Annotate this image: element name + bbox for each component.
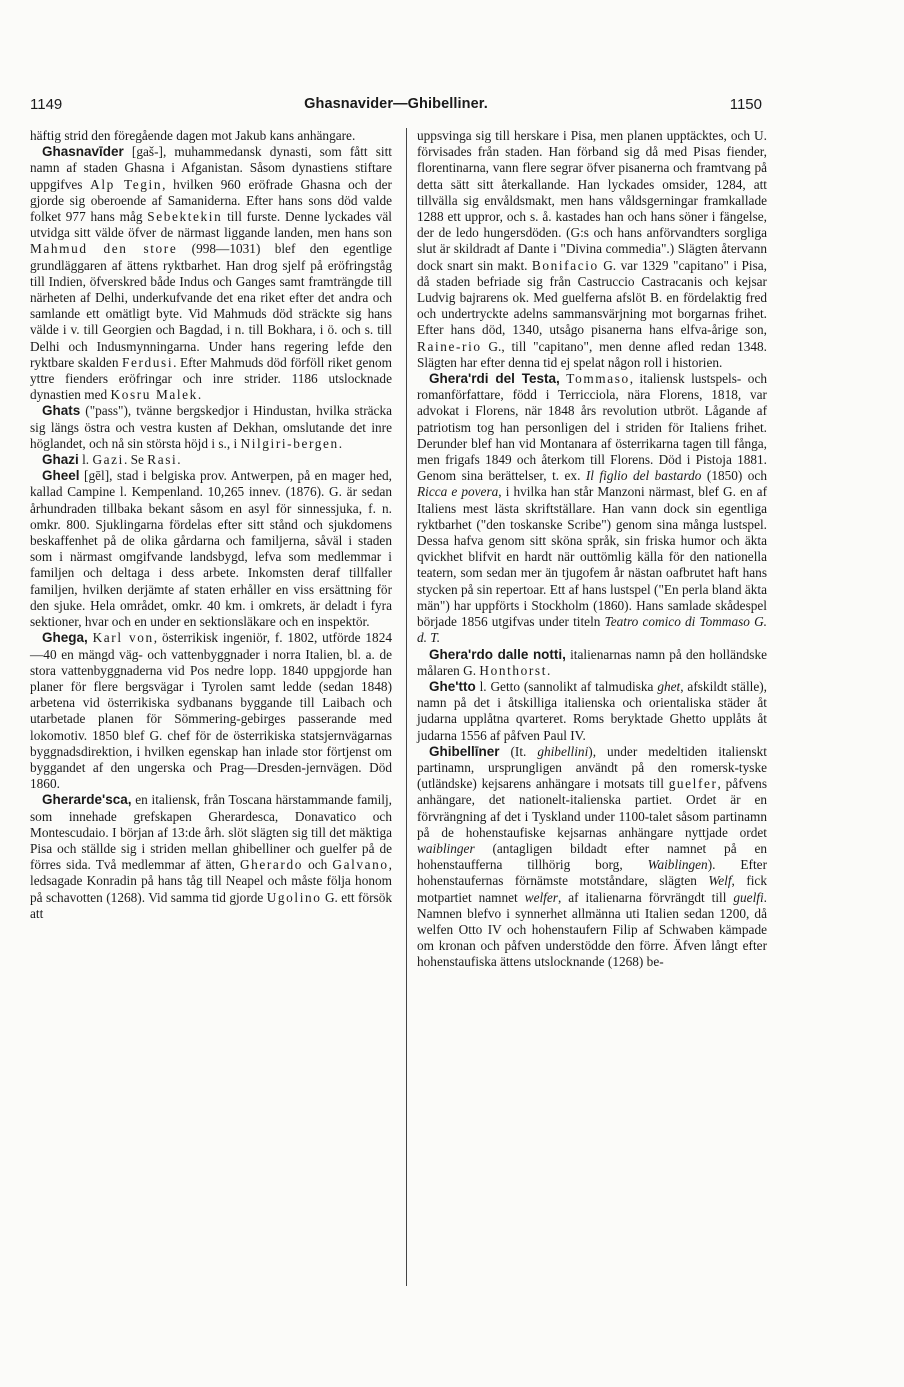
spaced-name: guelfer — [668, 776, 718, 792]
spaced-name: Mahmud den store — [30, 241, 178, 257]
spaced-name: Galvano — [332, 857, 389, 873]
italic-term: welfer — [524, 889, 558, 905]
headword: Ghera'rdo dalle notti, — [429, 646, 566, 662]
entry-text: italienarnas namn på den holländske målaren G. — [417, 646, 767, 678]
italic-term: waiblinger — [417, 840, 475, 856]
entry-text: (1850) och — [701, 468, 767, 484]
entry-text: l. — [78, 452, 93, 468]
entry-text: ("pass"), tvänne bergskedjor i Hindustan, hvilka sträcka sig längs östra och vestra kusten af Dekhan, omslutande det inre höglandet, och nå sin största höjd i s., i — [30, 403, 392, 451]
italic-term: Waiblingen — [647, 857, 708, 873]
right-column — [417, 128, 767, 971]
entry-text: (998—1031) blef den egentlige grundläggaren af ättens ryktbarhet. Han drog sjelf på eröfringståg till Indien, öfverskred både Indus och Ganges samt framträngde till närheten af Delhi, underkufvande det ena riket efter det andra och samlande ett omätligt byte. Vid Mahmuds död sträckte sig hans välde i v. till Georgien och Bagdad, i n. till Bokhara, i ö. och s. till Delhi och Indusmynningarna. Under hans regering lefde den ryktbare skalden — [30, 241, 392, 370]
spaced-name: Sebektekin — [147, 209, 223, 225]
entry-text: en italiensk, från Toscana härstammande familj, som innehade grefskapen Gherardesca, Donavatico och Montescudaio. I början af 13:de årh. slöt slägten sig till det mäktiga Pisa och ställde sig i striden mellan ghibelliner och guelfer på de förres sida. Två medlemmar af ätten, — [30, 792, 392, 873]
entry-text: uppsvinga sig till herskare i Pisa, men planen upptäcktes, och U. förvisades från staden. Han förband sig då med Pisas fiender, florentinarna, vann flere segrar öfver pisanerna och framtvang på detta sätt sitt återkallande. Han lyckades omsider, 1284, att tillvälla sig envåldsmakt, men hans våldsgerningar framkallade 1288 ett uppror, och s. å. kastades han och hans söner i fängelse, der de ledo hungersdöden. (G:s och hans anförvandters sorgliga slut är skildradt af Dante i "Divina commedia".) Slägten återvann dock snart sin makt. — [417, 128, 767, 273]
spaced-name: Nilgiri-bergen — [240, 435, 339, 451]
left-column — [30, 128, 392, 922]
entry-text: , fick motpartiet namnet — [417, 873, 767, 905]
spaced-name: Bonifacio — [531, 257, 599, 273]
page-header — [30, 96, 762, 118]
continued-paragraph: häftig strid den föregående dagen mot Jakub kans anhängare. — [30, 128, 356, 143]
italic-title: Teatro comico di Tommaso G. d. T. — [417, 614, 767, 646]
entry-text: [gēl], stad i belgiska prov. Antwerpen, på en mager hed, kallad Campine l. Kempenland. 10,265 innev. (1876). G. är sedan århundraden tillbaka bekant såsom en asyl för sinnessjuka, f. n. omkr. 800. Sjuklingarna fördelas efter sitt stånd och sjukdomens beskaffenhet på de olika gårdarna och familjerna, såväl i staden som i närmast omgifvande landsbygd, lefva som medlemmar i familjen och deltaga i dess arbete. Inkomsten deraf tillfaller familjen, hvilken derjämte af staten erhåller en viss ersättning för den sjuke. Hela området, omkr. 40 km. i omkrets, är deladt i fyra sektioner, hvar och en under en sektionsläkare och en inspektör. — [30, 468, 392, 630]
entry-gheel — [30, 468, 392, 630]
entry-text: (It. — [499, 743, 538, 759]
entry-ghega — [30, 630, 392, 792]
entry-text: , af italienarna förvrängdt till — [557, 889, 734, 905]
column-divider — [406, 128, 407, 1286]
entry-ghibelliner — [417, 744, 767, 971]
entry-ghetto — [417, 679, 767, 744]
entry-text: (antagligen bildadt efter namnet på en hohenstaufferna tillhörig borg, — [417, 840, 767, 873]
headword: Ghats — [42, 403, 81, 419]
entry-gherardi-del-testa — [417, 371, 767, 646]
entry-text: , hvilken 960 eröfrade Ghasna och der gjorde sig oberoende af Samaniderna. Efter hans sons död valde folket 977 hans måg — [30, 176, 392, 225]
entry-text: . Se — [123, 452, 148, 468]
entry-text: ). Efter hohenstaufernas förnämste motståndare, slägten — [417, 857, 767, 889]
headword: Gheel — [42, 468, 80, 484]
spaced-name: Kosru Malek — [110, 387, 198, 403]
spaced-name: Raine-rio — [417, 338, 482, 354]
entry-text: , i hvilka han står Manzoni närmast, blef G. en af Italiens mest lästa skriftställare. Han vann dock sin egentliga ryktbarhet ("den toskanske Scribe") genom sina många lustspel. Dessa hafva genom sitt sköna språk, sin friska humor och äkta qvickhet blifvit en hardt när outtömlig källa för den nationella teatern, som sedan mer än tjugofem år nästan oafbrutet haft hans stycken på sin repertoar. Ett af hans lustspel ("En perla bland äkta män") har uppförts i Stockholm (1860). Hans samlade skådespel började 1856 utgifvas under titeln — [417, 484, 767, 630]
entry-text: och — [302, 857, 333, 873]
spaced-name: Ferdusi — [122, 354, 174, 370]
headword: Ghazi — [42, 452, 79, 468]
continued-paragraph — [417, 128, 767, 371]
spaced-name: Gherardo — [239, 857, 303, 873]
entry-gherardo-dalle-notti — [417, 647, 767, 679]
entry-text: , afskildt ställe), namn på det i åtskilliga italienska och orientaliska städer åt judarna upplåtna qvarteret. Roms beryktade Ghetto upplåts åt judarna 1556 af påfven Paul IV. — [417, 678, 767, 743]
italic-title: Ricca e povera — [417, 484, 499, 500]
headword: Ghega, — [42, 630, 88, 646]
spaced-name: Gazi — [92, 452, 124, 468]
entry-text: till furste. Denne lyckades väl utvidga sitt välde öfver de närmast liggande landen, men hans son — [30, 209, 392, 241]
entry-ghats — [30, 403, 392, 452]
spaced-name: Rasi — [147, 452, 178, 468]
entry-text: , österrikisk ingeniör, f. 1802, utförde 1824—40 en mängd väg- och vattenbyggnader i norra Italien, bl. a. de stora vattenbyggnaderna vid Pos nedre lopp. 1840 uppgjorde han planer för flere bergsvägar i Tyrolen samt ledde (sedan 1848) arbetena vid österrikiska sydbanans byggande till Laibach och utarbetade planen för Sömmering-gebirges passerande med lokomotiv. 1850 blef G. chef för de österrikiska statsjernvägarnas byggnadsdirektion, i hvilken egenskap han inlade stor förtjenst om byggandet af den ungerska och Prag—Dresden-jernvägen. Död 1860. — [30, 630, 392, 792]
spaced-name: Honthorst — [479, 662, 547, 678]
entry-text: l. Getto (sannolikt af talmudiska — [475, 678, 658, 694]
headword: Ghera'rdi del Testa, — [429, 371, 560, 387]
page-number-right: 1150 — [729, 96, 762, 113]
headword: Ghibellīner — [429, 743, 500, 759]
entry-text: . Namnen blefvo i synnerhet allmänna uti Italien sedan 1200, då welfen Otto IV och hohenstaufern Filip af Schwaben kämpade om kronan och påfven understödde den förre. Äfven långt efter hohenstaufiska ättens utslocknande (1268) be- — [417, 889, 767, 970]
entry-text: G. var 1329 "capitano" i Pisa, då staden befriade sig från Castruccio Castracanis och kejsar Ludvig bajrarens ok. Med guelferna afslöt B. en fördelaktig fred och undertryckte adelns sammansvärjning mot borgarnas frihet. Efter hans död, 1340, utsågo pisanerna hans elfva-årige son, — [417, 257, 767, 338]
entry-text: , italiensk lustspels- och romanförfattare, född i Terricciola, nära Florens, 1818, var advokat i Florens, när 1848 års revolution utbröt. Lågande af patriotism tog han personligen del i striden för Italiens frihet. Derunder blef han vid Montanara af österrikarna tagen till fånga, men frigafs 1849 och återkom till Florens. Död i Pistoja 1881. Genom sina berättelser, t. ex. — [417, 371, 767, 484]
italic-term: ghibellini — [537, 743, 589, 759]
italic-term: Welf — [708, 873, 732, 889]
entry-gherardesca — [30, 792, 392, 922]
spaced-name: Alp Tegin — [90, 176, 163, 192]
entry-text: . — [338, 435, 343, 451]
headword: Ghasnavīder — [42, 144, 124, 160]
entry-text: , ledsagade Konradin på hans tåg till Neapel och måste följa honom på schavotten (1268). Vid samma tid gjorde — [30, 857, 392, 905]
page-number-left: 1149 — [30, 96, 63, 113]
entry-text: G., till "capitano", men denne afled redan 1348. Slägten har efter denna tid ej spelat någon roll i historien. — [417, 338, 767, 370]
headword: Ghe'tto — [429, 678, 476, 694]
spaced-name: Karl von — [92, 630, 154, 646]
entry-text: . — [197, 387, 202, 403]
entry-text: , påfvens anhängare, det nationelt-italienska partiet. Ordet är en förvrängning af det i Tyskland under 1100-talet såsom partinamn på de hohenstaufiske kejsarnas anhängare nyttjade ordet — [417, 776, 767, 840]
entry-text: [gaš-], muhammedansk dynasti, som fått sitt namn af staden Ghasna i Afganistan. Såsom dynastiens stiftare uppgifves — [30, 144, 392, 192]
headword: Gherarde'sca, — [42, 792, 132, 808]
entry-text: . — [547, 662, 551, 678]
entry-ghazi — [30, 452, 392, 468]
italic-title: Il figlio del bastardo — [585, 468, 702, 484]
spaced-name: Tommaso — [566, 371, 630, 387]
entry-ghasnavider — [30, 144, 392, 403]
entry-text: . — [177, 452, 181, 468]
spaced-name: Ugolino — [266, 889, 322, 905]
entry-text: G. ett försök att — [30, 889, 392, 921]
italic-term: guelfi — [733, 889, 764, 905]
entry-text: . Efter Mahmuds död förföll riket genom yttre fienders eröfringar och inre strider. 1186 utslocknade dynastien med — [30, 354, 392, 403]
italic-term: ghet — [657, 678, 681, 694]
entry-text: ), under medeltiden italienskt partinamn, ursprungligen användt på den romersk-tyske (utländske) kejsarens anhängare i motsats till — [417, 743, 767, 792]
running-title: Ghasnavider—Ghibelliner. — [304, 96, 488, 112]
